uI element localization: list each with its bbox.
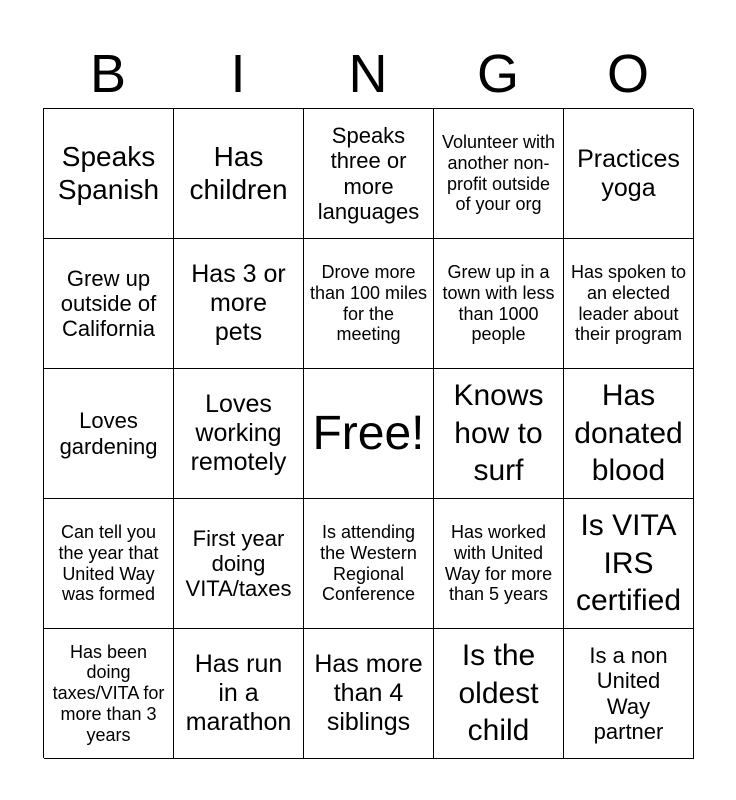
bingo-cell[interactable]: Has donated blood (564, 369, 694, 499)
bingo-cell[interactable]: Volunteer with another non-profit outside of your org (434, 109, 564, 239)
bingo-cell[interactable]: Speaks three or more languages (304, 109, 434, 239)
bingo-cell[interactable]: Grew up outside of California (44, 239, 174, 369)
bingo-cell[interactable]: Has children (174, 109, 304, 239)
header-letter-n: N (348, 44, 388, 104)
bingo-cell[interactable]: Is the oldest child (434, 629, 564, 759)
bingo-cell[interactable]: Has 3 or more pets (174, 239, 304, 369)
bingo-cell[interactable]: Knows how to surf (434, 369, 564, 499)
bingo-header (43, 44, 693, 104)
bingo-cell[interactable]: Has run in a marathon (174, 629, 304, 759)
bingo-cell[interactable]: Is attending the Western Regional Conference (304, 499, 434, 629)
bingo-cell[interactable]: Drove more than 100 miles for the meeting (304, 239, 434, 369)
header-letter-b: B (89, 44, 127, 104)
bingo-cell[interactable]: Grew up in a town with less than 1000 people (434, 239, 564, 369)
header-letter-i: I (230, 44, 246, 104)
bingo-cell[interactable]: Is VITA IRS certified (564, 499, 694, 629)
bingo-cell[interactable]: Has spoken to an elected leader about their program (564, 239, 694, 369)
bingo-cell[interactable]: Is a non United Way partner (564, 629, 694, 759)
header-letter-o: O (606, 44, 649, 104)
bingo-cell[interactable]: Speaks Spanish (44, 109, 174, 239)
bingo-cell[interactable]: Has been doing taxes/VITA for more than 3 years (44, 629, 174, 759)
bingo-cell[interactable]: Can tell you the year that United Way was formed (44, 499, 174, 629)
bingo-cell[interactable]: Has more than 4 siblings (304, 629, 434, 759)
bingo-cell[interactable]: Loves gardening (44, 369, 174, 499)
free-space[interactable]: Free! (304, 369, 434, 499)
bingo-board (43, 108, 693, 758)
bingo-cell[interactable]: Loves working remotely (174, 369, 304, 499)
bingo-cell[interactable]: Practices yoga (564, 109, 694, 239)
bingo-cell[interactable]: First year doing VITA/taxes (174, 499, 304, 629)
bingo-cell[interactable]: Has worked with United Way for more than 5 years (434, 499, 564, 629)
header-letter-g: G (476, 44, 519, 104)
